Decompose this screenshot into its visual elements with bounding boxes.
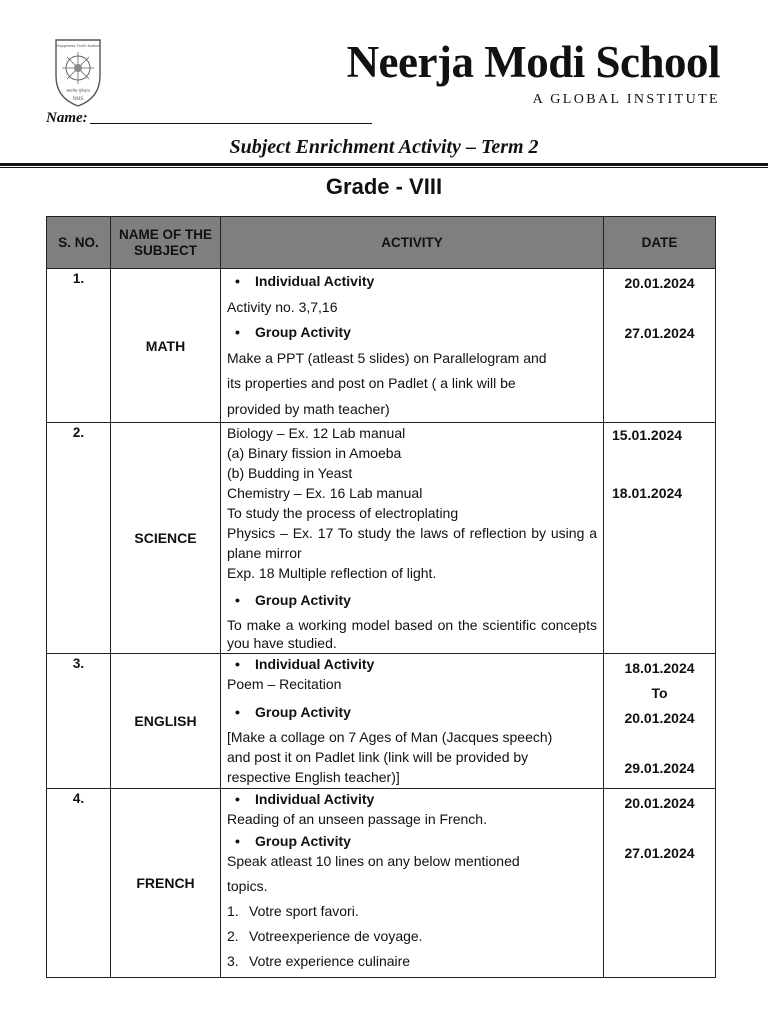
row-date: [604, 423, 716, 654]
topic-item: [227, 901, 597, 921]
row-activity: [221, 654, 604, 789]
activity-text: Physics – Ex. 17 To study the laws of reflection by using a plane mirror: [227, 525, 597, 561]
group-activity-heading: • Group Activity: [227, 320, 597, 346]
topic-item: [227, 951, 597, 971]
row-subject: ENGLISH: [111, 654, 221, 789]
name-label: Name:: [46, 110, 88, 126]
activity-text: Chemistry – Ex. 16 Lab manual: [227, 485, 423, 501]
name-blank-line[interactable]: [90, 123, 372, 124]
header-date: DATE: [604, 217, 716, 269]
topic-number: 2.: [227, 928, 239, 944]
row-date: [604, 269, 716, 423]
activity-text: topics.: [227, 878, 268, 894]
date-value: 20.01.2024: [624, 710, 695, 726]
row-date: [604, 789, 716, 978]
activity-text: provided by math teacher): [227, 400, 390, 417]
activity-text: To make a working model based on the scientific concepts you have studied.: [227, 617, 597, 651]
activity-text: (a) Binary fission in Amoeba: [227, 445, 402, 461]
activity-text: (b) Budding in Yeast: [227, 465, 353, 481]
row-sno: 3.: [47, 654, 111, 789]
row-activity: [221, 269, 604, 423]
activity-text: Speak atleast 10 lines on any below mentioned: [227, 853, 520, 869]
header-sno: S. NO.: [47, 217, 111, 269]
row-subject: MATH: [111, 269, 221, 423]
activity-text: Make a PPT (atleast 5 slides) on Parallelogram and: [227, 349, 547, 366]
activity-text: Activity no. 3,7,16: [227, 298, 338, 315]
date-value: 20.01.2024: [624, 275, 695, 291]
activity-text: and post it on Padlet link (link will be provided by: [227, 749, 529, 765]
individual-activity-heading: • Individual Activity: [227, 654, 597, 674]
header-subject: NAME OF THE SUBJECT: [111, 217, 221, 269]
table-row: [47, 423, 716, 654]
group-activity-heading: • Group Activity: [227, 702, 597, 722]
topic-number: 1.: [227, 903, 239, 919]
group-activity-heading: • Group Activity: [227, 590, 597, 610]
activity-text: Reading of an unseen passage in French.: [227, 811, 487, 827]
header-activity: ACTIVITY: [221, 217, 604, 269]
svg-text:स्वयमेव मृगेन्द्रता: स्वयमेव मृगेन्द्रता: [66, 88, 90, 93]
row-sno: 2.: [47, 423, 111, 654]
document-subtitle: Subject Enrichment Activity – Term 2: [229, 136, 539, 158]
activity-text: respective English teacher)]: [227, 769, 400, 785]
activity-text: Exp. 18 Multiple reflection of light.: [227, 565, 437, 581]
table-row: [47, 269, 716, 423]
topic-text: Votre experience culinaire: [249, 953, 411, 969]
topic-text: Votre sport favori.: [249, 903, 359, 919]
activity-text: its properties and post on Padlet ( a link will be: [227, 375, 516, 391]
name-field[interactable]: [46, 110, 372, 127]
school-name: Neerja Modi School: [346, 37, 720, 87]
row-subject: FRENCH: [111, 789, 221, 978]
date-value: 27.01.2024: [624, 845, 695, 861]
school-tagline: A GLOBAL INSTITUTE: [532, 92, 720, 107]
grade-heading: Grade - VIII: [325, 174, 443, 199]
date-value: 18.01.2024: [624, 660, 695, 676]
date-value: 18.01.2024: [612, 485, 683, 501]
topic-text: Votreexperience de voyage.: [249, 928, 423, 944]
divider-thick: [0, 163, 768, 166]
svg-text:Happiness·Truth·Justice: Happiness·Truth·Justice: [56, 43, 100, 48]
activity-text: Biology – Ex. 12 Lab manual: [227, 425, 406, 441]
date-value: 20.01.2024: [624, 795, 695, 811]
table-row: [47, 654, 716, 789]
activity-text: To study the process of electroplating: [227, 505, 459, 521]
date-value: 27.01.2024: [624, 325, 695, 341]
activity-text: Poem – Recitation: [227, 676, 342, 692]
table-header-row: [47, 217, 716, 269]
date-value: 15.01.2024: [612, 427, 683, 443]
topic-item: [227, 926, 597, 946]
date-range-to: To: [651, 685, 668, 701]
individual-activity-heading: • Individual Activity: [227, 789, 597, 809]
row-activity: [221, 423, 604, 654]
activity-table: [46, 216, 716, 978]
svg-text:NMS: NMS: [72, 97, 84, 102]
row-sno: 4.: [47, 789, 111, 978]
individual-activity-heading: • Individual Activity: [227, 269, 597, 295]
group-activity-heading: • Group Activity: [227, 831, 597, 851]
school-crest-icon: [50, 36, 106, 110]
row-subject: SCIENCE: [111, 423, 221, 654]
date-value: 29.01.2024: [624, 760, 695, 776]
table-row: [47, 789, 716, 978]
divider-thin: [0, 167, 768, 168]
row-sno: 1.: [47, 269, 111, 423]
row-activity: [221, 789, 604, 978]
topic-number: 3.: [227, 953, 239, 969]
row-date: [604, 654, 716, 789]
activity-text: [Make a collage on 7 Ages of Man (Jacques speech): [227, 729, 553, 745]
